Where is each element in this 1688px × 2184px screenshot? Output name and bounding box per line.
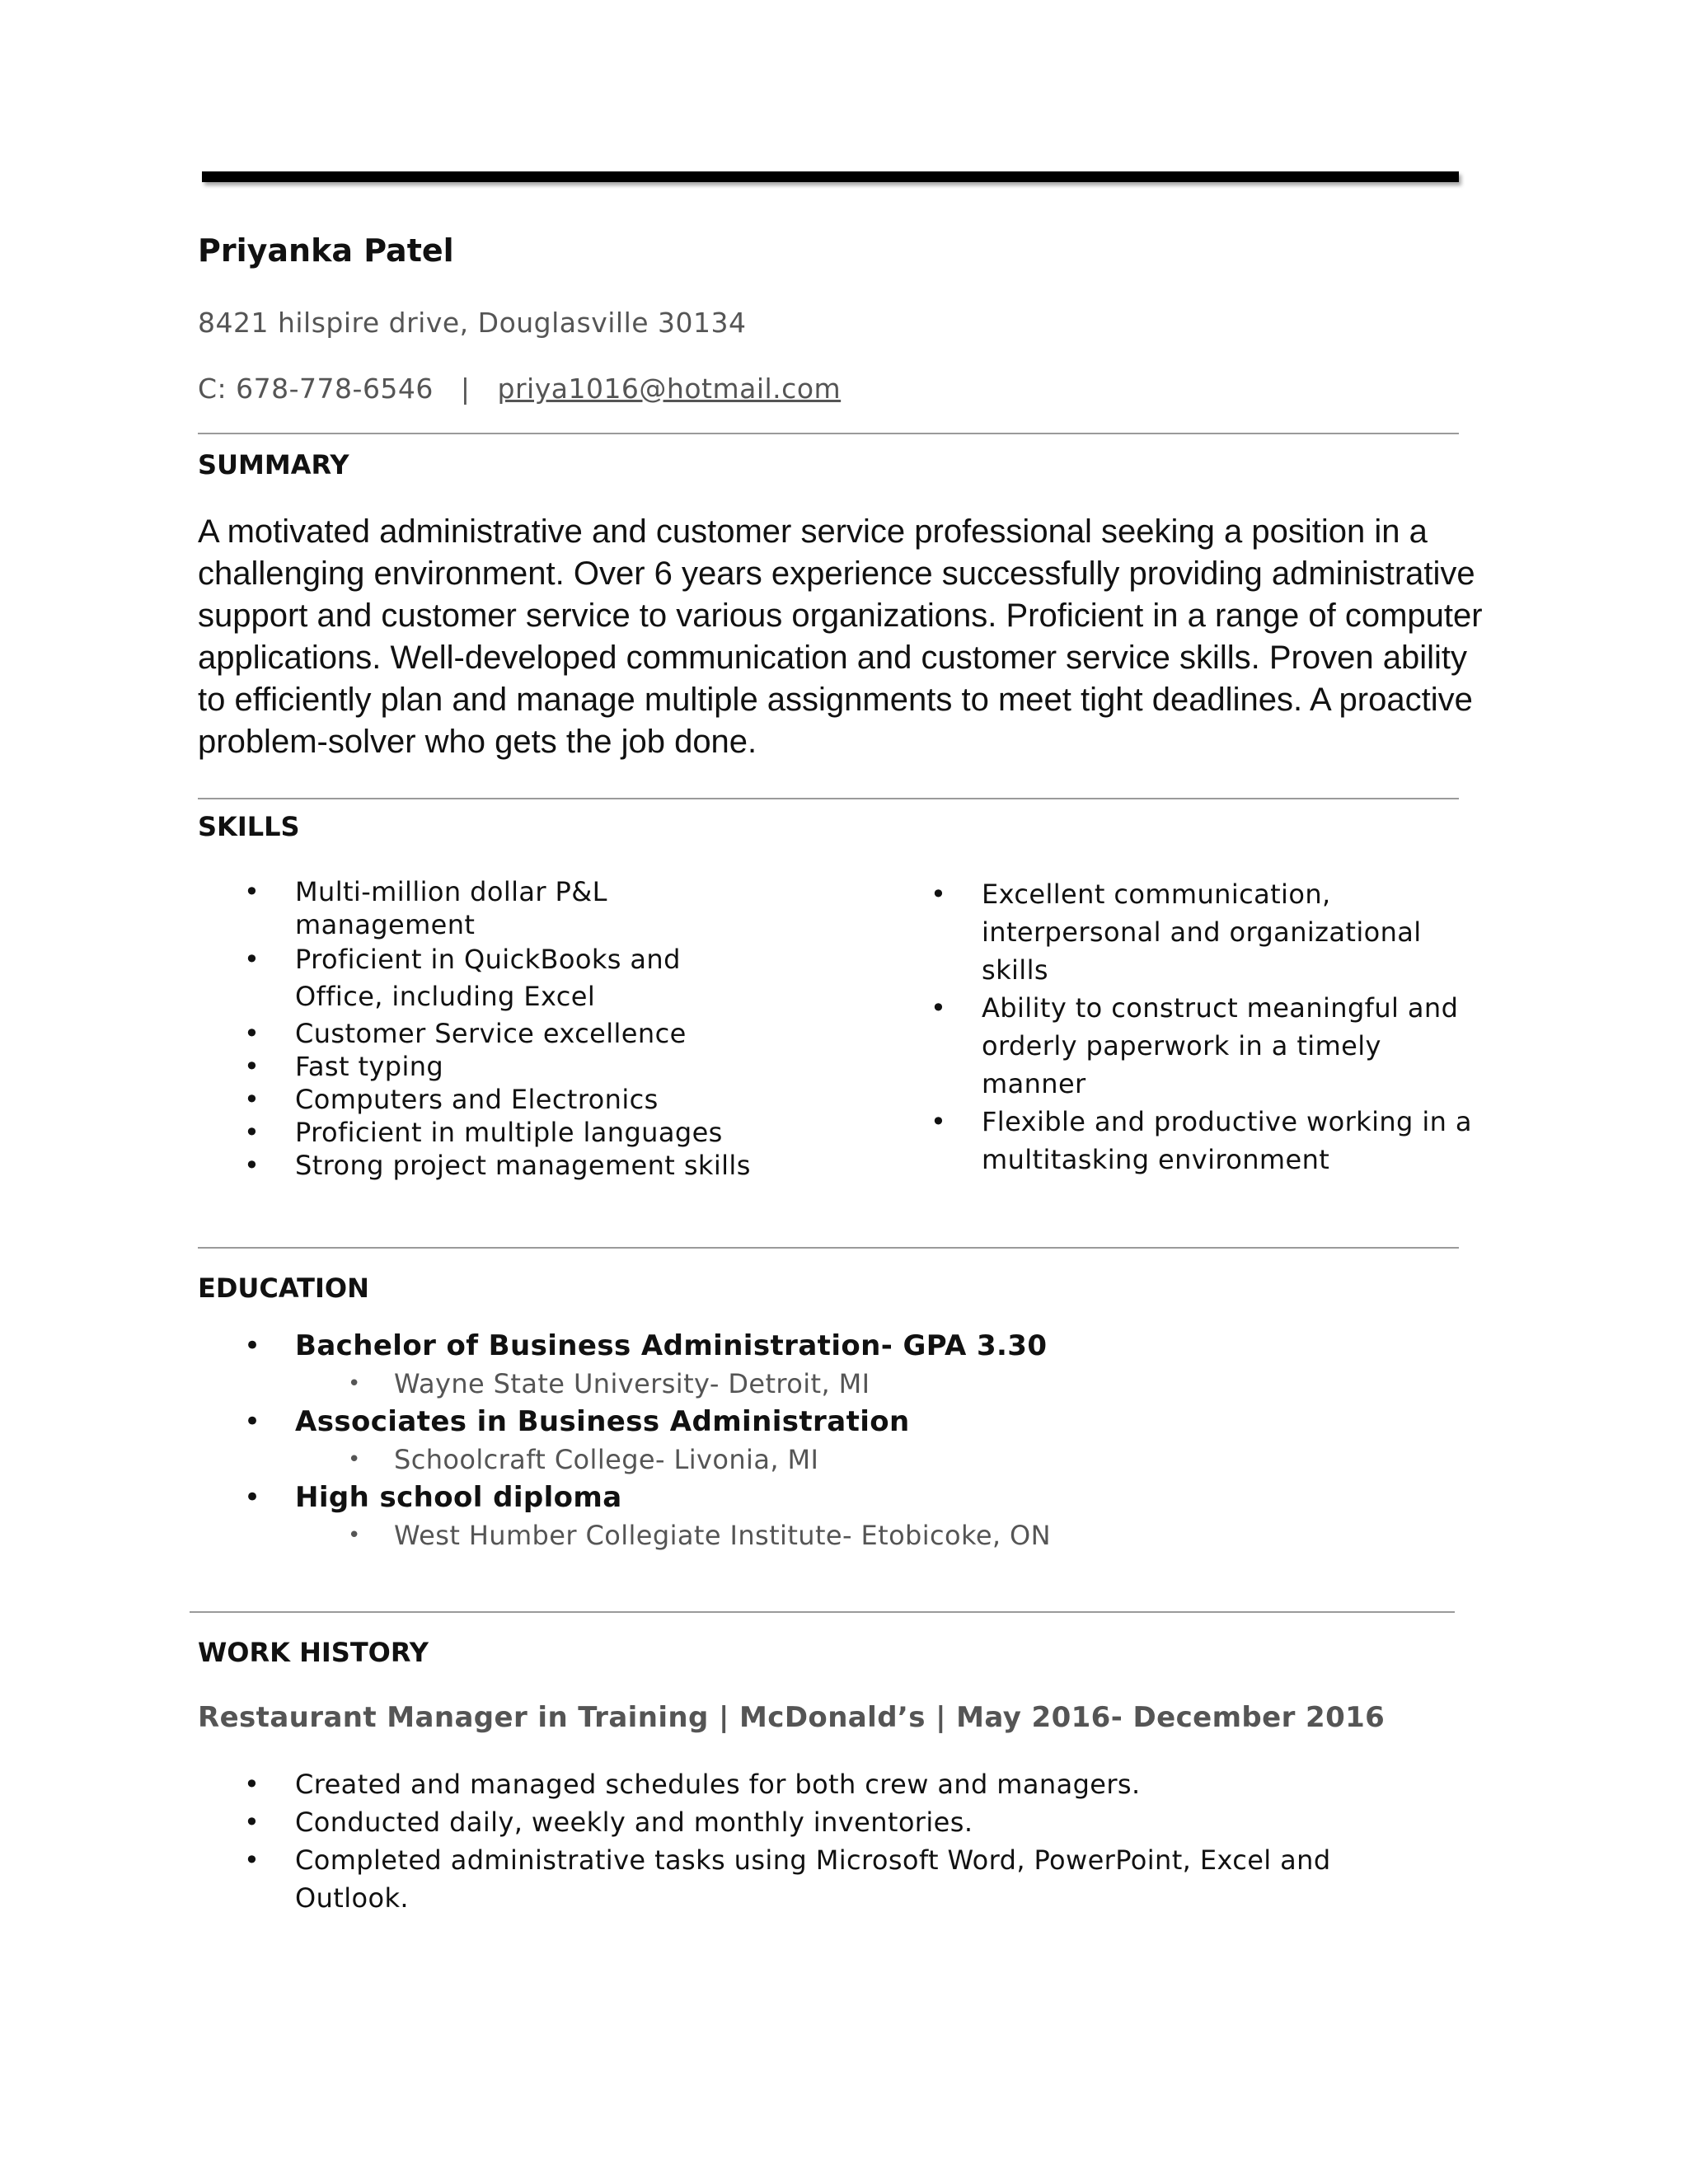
divider-work	[190, 1611, 1455, 1613]
bullet-icon: •	[244, 1051, 260, 1082]
candidate-name: Priyanka Patel	[198, 232, 454, 269]
bullet-icon: •	[244, 1844, 260, 1876]
list-item: • Excellent communication, interpersonal and organizational skills	[884, 875, 1494, 989]
skills-heading: SKILLS	[198, 811, 300, 842]
bullet-icon: •	[244, 876, 260, 907]
list-item: • Ability to construct meaningful and orderly paperwork in a timely manner	[884, 989, 1494, 1103]
bullet-icon: •	[244, 1481, 261, 1514]
bullet-icon: •	[348, 1447, 361, 1472]
work-duties-list	[198, 1765, 1451, 1917]
bullet-icon: •	[244, 1405, 261, 1438]
bullet-icon: •	[931, 1106, 947, 1137]
divider-education	[198, 1247, 1459, 1249]
degree-title: • Bachelor of Business Administration- GPA 3.30	[198, 1327, 1434, 1365]
top-header-rule	[202, 171, 1459, 182]
bullet-icon: •	[931, 992, 947, 1024]
list-item: • Fast typing	[244, 1051, 444, 1082]
skills-list-left	[198, 875, 882, 1182]
list-item: • Multi-million dollar P&L management	[244, 876, 607, 940]
work-history-heading: WORK HISTORY	[198, 1637, 429, 1668]
bullet-icon: •	[244, 1117, 260, 1148]
school-name: • Schoolcraft College- Livonia, MI	[198, 1441, 1434, 1479]
bullet-icon: •	[244, 1150, 260, 1181]
list-item: • Created and managed schedules for both crew and managers.	[198, 1765, 1451, 1803]
skills-list-right	[884, 875, 1494, 1179]
list-item: • Strong project management skills	[244, 1150, 751, 1181]
bullet-icon: •	[244, 1018, 260, 1049]
school-name: • Wayne State University- Detroit, MI	[198, 1365, 1434, 1403]
divider-summary	[198, 433, 1459, 434]
email-link[interactable]: priya1016@hotmail.com	[497, 373, 842, 405]
degree-title: • High school diploma	[198, 1479, 1434, 1516]
list-item: • Proficient in QuickBooks and Office, including Excel	[198, 941, 757, 1015]
bullet-icon: •	[348, 1523, 361, 1548]
list-item: • Completed administrative tasks using Microsoft Word, PowerPoint, Excel and Outlook.	[198, 1841, 1451, 1917]
bullet-icon: •	[244, 1084, 260, 1115]
bullet-icon: •	[348, 1371, 361, 1396]
bullet-icon: •	[244, 1769, 260, 1800]
job-title-line: Restaurant Manager in Training | McDonald’s | May 2016- December 2016	[198, 1701, 1386, 1734]
list-item: • Proficient in multiple languages	[244, 1117, 723, 1148]
degree-title: • Associates in Business Administration	[198, 1403, 1434, 1441]
contact-separator: |	[460, 373, 471, 405]
list-item: • Flexible and productive working in a multitasking environment	[884, 1103, 1494, 1179]
summary-heading: SUMMARY	[198, 449, 349, 480]
summary-paragraph: A motivated administrative and customer service professional seeking a position in a challenging environment. Over 6 years experience successfully providing administrative support and customer service to various organizations. Proficient in a range of computer applications. Well-developed communication and customer service skills. Proven ability to efficiently plan and manage multiple assignments to meet tight deadlines. A proactive problem-solver who gets the job done.	[198, 513, 1483, 760]
bullet-icon: •	[244, 944, 260, 975]
phone-number: C: 678-778-6546	[198, 373, 434, 405]
education-heading: EDUCATION	[198, 1272, 369, 1304]
address-line: 8421 hilspire drive, Douglasville 30134	[198, 307, 747, 339]
school-name: • West Humber Collegiate Institute- Etobicoke, ON	[198, 1516, 1434, 1554]
contact-line	[198, 373, 841, 405]
bullet-icon: •	[931, 879, 947, 910]
bullet-icon: •	[244, 1807, 260, 1838]
education-list	[198, 1327, 1434, 1554]
bullet-icon: •	[244, 1329, 261, 1362]
list-item: • Conducted daily, weekly and monthly inventories.	[198, 1803, 1451, 1841]
list-item: • Computers and Electronics	[244, 1084, 659, 1115]
divider-skills	[198, 798, 1459, 799]
list-item: • Customer Service excellence	[244, 1018, 687, 1049]
